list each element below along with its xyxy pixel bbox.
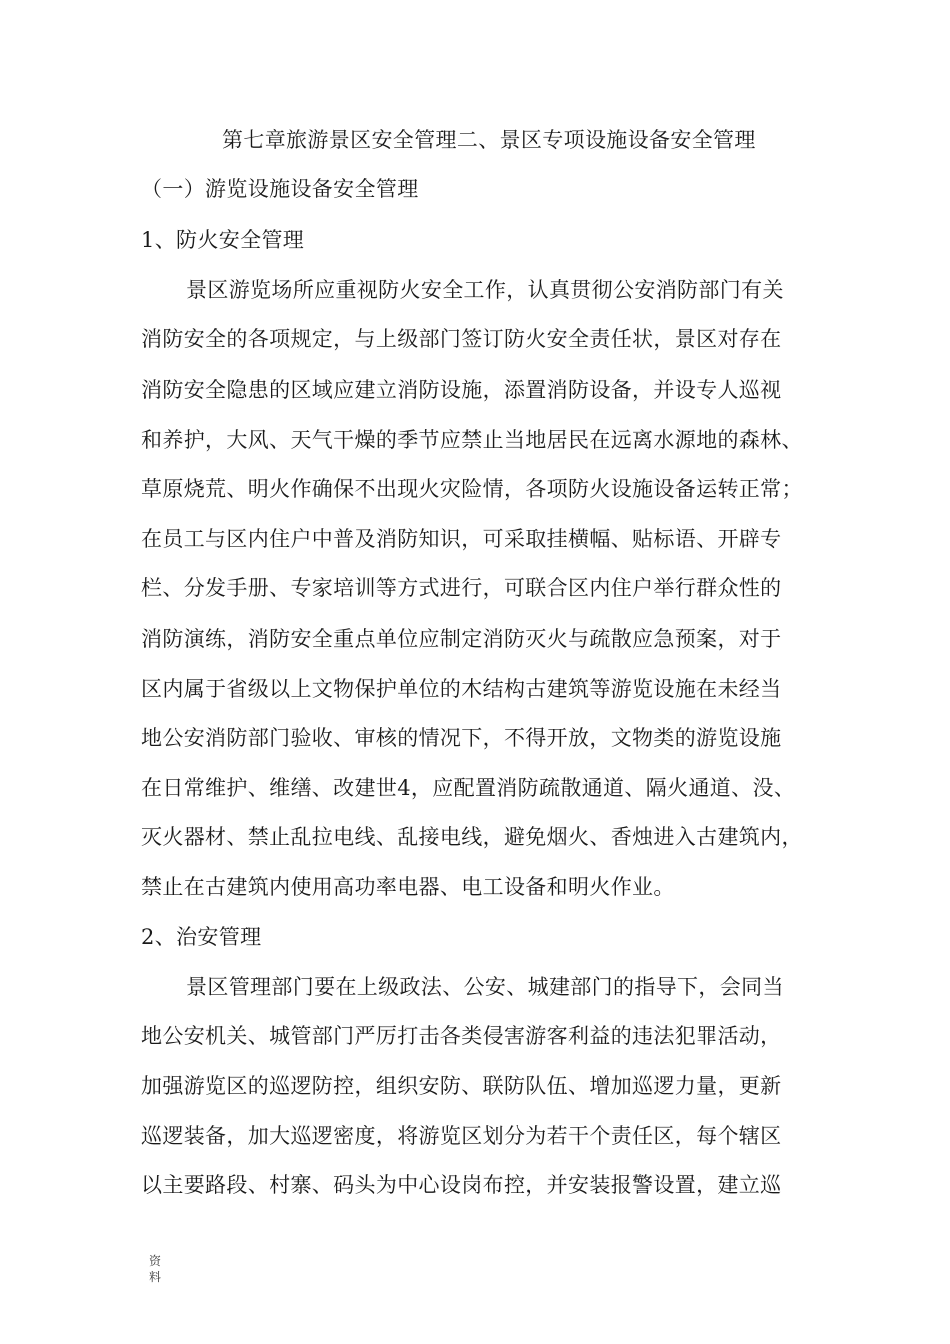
- paragraph-line: 地公安消防部门验收、审核的情况下，不得开放，文物类的游览设施: [141, 726, 782, 750]
- paragraph-line: 加强游览区的巡逻防控，组织安防、联防队伍、增加巡逻力量，更新: [141, 1074, 782, 1098]
- document-title: 第七章旅游景区安全管理二、景区专项设施设备安全管理: [222, 128, 756, 152]
- subsection-heading: 1、防火安全管理: [141, 228, 305, 252]
- paragraph-line: 消防安全隐患的区域应建立消防设施，添置消防设备，并设专人巡视: [141, 378, 782, 402]
- paragraph-line: 禁止在古建筑内使用高功率电器、电工设备和明火作业。: [141, 875, 675, 899]
- paragraph-line: 在员工与区内住户中普及消防知识，可采取挂横幅、贴标语、开辟专: [141, 527, 782, 551]
- subsection-heading: 2、治安管理: [141, 925, 262, 949]
- paragraph-line: 区内属于省级以上文物保护单位的木结构古建筑等游览设施在未经当: [141, 677, 782, 701]
- paragraph-line: 消防安全的各项规定，与上级部门签订防火安全责任状，景区对存在: [141, 327, 782, 351]
- paragraph-line: 草原烧荒、明火作确保不出现火灾险情，各项防火设施设备运转正常；: [141, 477, 803, 501]
- paragraph-line: 以主要路段、村寨、码头为中心设岗布控，并安装报警设置，建立巡: [141, 1173, 782, 1197]
- page-footer: 资料: [149, 1254, 162, 1284]
- paragraph-line: 地公安机关、城管部门严厉打击各类侵害游客利益的违法犯罪活动，: [141, 1024, 782, 1048]
- paragraph-line: 消防演练，消防安全重点单位应制定消防灭火与疏散应急预案，对于: [141, 627, 782, 651]
- paragraph-line: 和养护，大风、天气干燥的季节应禁止当地居民在远离水源地的森林、: [141, 428, 803, 452]
- paragraph-line: 在日常维护、维缮、改建世4，应配置消防疏散通道、隔火通道、没、: [141, 776, 796, 800]
- paragraph-line: 灭火器材、禁止乱拉电线、乱接电线，避免烟火、香烛进入古建筑内，: [141, 825, 803, 849]
- paragraph-line: 景区游览场所应重视防火安全工作，认真贯彻公安消防部门有关: [186, 278, 784, 302]
- paragraph-line: 巡逻装备，加大巡逻密度，将游览区划分为若干个责任区，每个辖区: [141, 1124, 782, 1148]
- section-heading: （一）游览设施设备安全管理: [141, 177, 419, 201]
- paragraph-line: 栏、分发手册、专家培训等方式进行，可联合区内住户举行群众性的: [141, 576, 782, 600]
- paragraph-line: 景区管理部门要在上级政法、公安、城建部门的指导下，会同当: [186, 975, 784, 999]
